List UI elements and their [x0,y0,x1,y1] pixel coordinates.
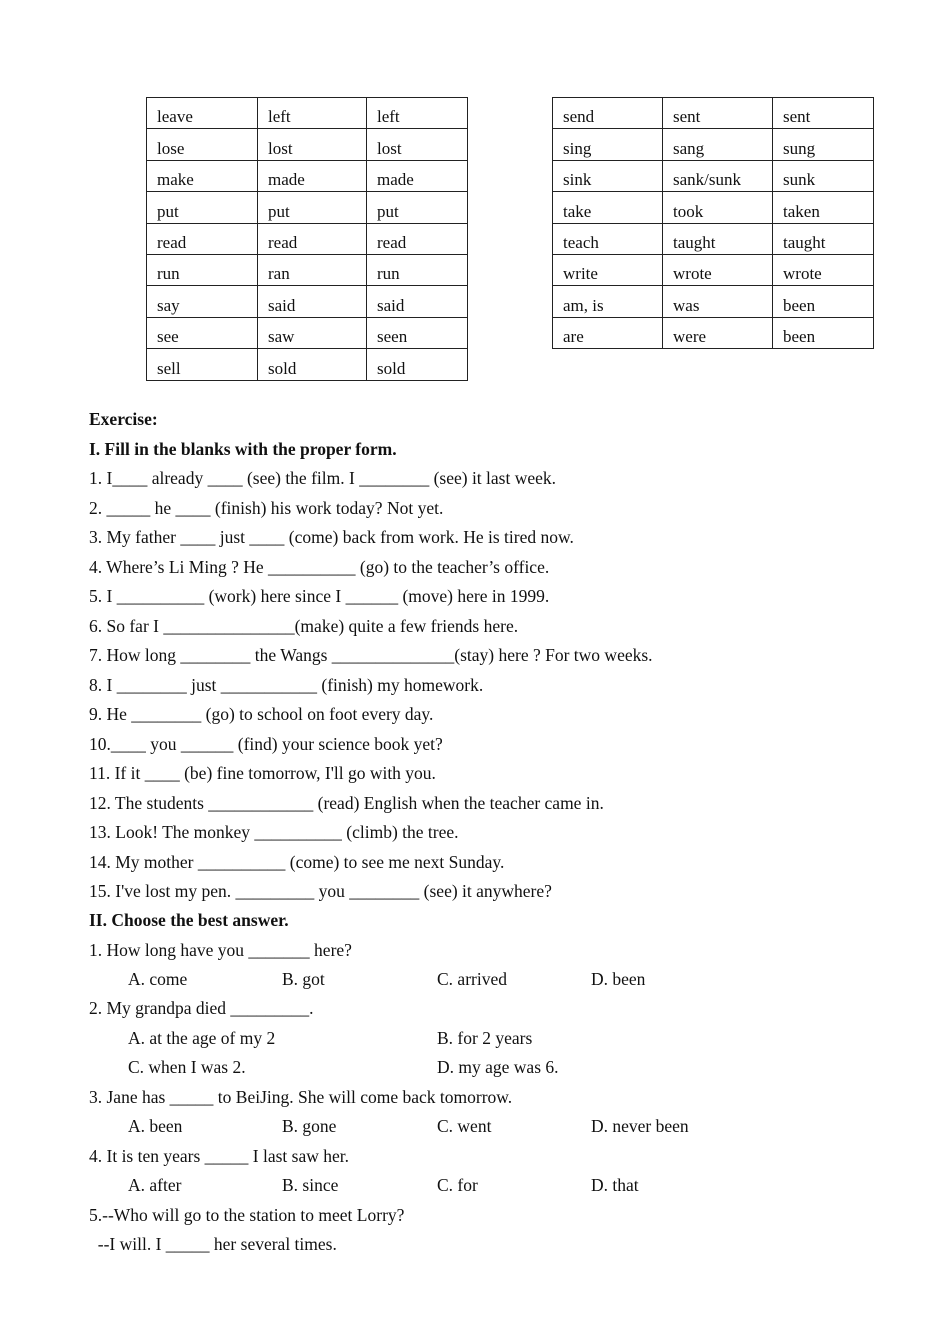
past-tense-cell: left [258,98,367,129]
past-tense-cell: were [663,317,773,348]
past-participle-cell: left [367,98,468,129]
q2-option-c: C. when I was 2. [128,1057,246,1077]
past-tense-cell: taught [663,223,773,254]
base-form-cell: lose [147,129,258,160]
base-form-cell: make [147,160,258,191]
fill-blank-item: 13. Look! The monkey __________ (climb) the tree. [89,822,459,842]
q4-option-c: C. for [437,1175,478,1195]
fill-blank-item: 11. If it ____ (be) fine tomorrow, I'll go with you. [89,763,436,783]
past-tense-cell: made [258,160,367,191]
fill-blank-item: 1. I____ already ____ (see) the film. I ________ (see) it last week. [89,468,557,488]
base-form-cell: am, is [553,286,663,317]
verb-table-right-body [553,98,874,349]
question-3: 3. Jane has _____ to BeiJing. She will come back tomorrow. [89,1087,513,1107]
past-participle-cell: sunk [773,160,874,191]
fill-blank-item: 5. I __________ (work) here since I ______ (move) here in 1999. [89,586,550,606]
verb-row [553,160,874,191]
past-participle-cell: sung [773,129,874,160]
verb-row [147,192,468,223]
fill-blank-item: 3. My father ____ just ____ (come) back from work. He is tired now. [89,527,574,547]
past-participle-cell: taken [773,192,874,223]
fill-blank-item: 14. My mother __________ (come) to see me next Sunday. [89,851,505,872]
verb-table-left-body [147,98,468,381]
verb-row [147,129,468,160]
q3-option-b: B. gone [282,1116,337,1136]
past-tense-cell: lost [258,129,367,160]
verb-row [147,317,468,348]
past-tense-cell: saw [258,317,367,348]
q1-option-b: B. got [282,969,325,989]
base-form-cell: sing [553,129,663,160]
verb-row [553,286,874,317]
past-participle-cell: sold [367,349,468,380]
past-participle-cell: put [367,192,468,223]
fill-blank-item: 10.____ you ______ (find) your science book yet? [89,733,443,754]
question-1: 1. How long have you _______ here? [89,940,352,960]
exercise-heading: Exercise: [89,409,158,429]
q2-option-a: A. at the age of my 2 [128,1028,276,1048]
verb-row [147,223,468,254]
verb-row [147,98,468,129]
base-form-cell: are [553,317,663,348]
verb-row [553,129,874,160]
q3-option-d: D. never been [591,1116,689,1136]
section1-title: I. Fill in the blanks with the proper form. [89,439,397,459]
past-participle-cell: sent [773,98,874,129]
q2-option-d: D. my age was 6. [437,1057,559,1077]
fill-blank-item: 9. He ________ (go) to school on foot every day. [89,704,434,724]
q3-option-a: A. been [128,1116,183,1136]
q1-option-d: D. been [591,969,646,989]
q3-option-c: C. went [437,1116,492,1136]
verb-row [147,349,468,380]
base-form-cell: sell [147,349,258,380]
past-participle-cell: wrote [773,254,874,285]
past-participle-cell: been [773,286,874,317]
past-tense-cell: put [258,192,367,223]
base-form-cell: sink [553,160,663,191]
fill-blank-item: 12. The students ____________ (read) English when the teacher came in. [89,792,604,813]
verb-row [553,317,874,348]
past-tense-cell: sang [663,129,773,160]
verb-row [147,160,468,191]
section2-title: II. Choose the best answer. [89,910,289,930]
base-form-cell: say [147,286,258,317]
question-5-answer: --I will. I _____ her several times. [89,1234,337,1254]
base-form-cell: put [147,192,258,223]
base-form-cell: write [553,254,663,285]
past-participle-cell: read [367,223,468,254]
past-participle-cell: made [367,160,468,191]
fill-blank-item: 6. So far I _______________(make) quite a few friends here. [89,615,519,636]
past-participle-cell: taught [773,223,874,254]
past-tense-cell: ran [258,254,367,285]
verb-table-left [146,97,468,381]
q2-option-b: B. for 2 years [437,1028,533,1048]
fill-blank-item: 15. I've lost my pen. _________ you ________ (see) it anywhere? [89,881,552,901]
past-participle-cell: run [367,254,468,285]
base-form-cell: read [147,223,258,254]
past-participle-cell: been [773,317,874,348]
verb-row [147,254,468,285]
past-participle-cell: seen [367,317,468,348]
q4-option-d: D. that [591,1175,639,1195]
verb-row [553,223,874,254]
verb-table-right [552,97,874,349]
base-form-cell: see [147,317,258,348]
question-4: 4. It is ten years _____ I last saw her. [89,1146,350,1166]
base-form-cell: teach [553,223,663,254]
past-participle-cell: said [367,286,468,317]
q4-option-a: A. after [128,1175,182,1195]
base-form-cell: take [553,192,663,223]
fill-blank-item: 7. How long ________ the Wangs ______________(stay) here ? For two weeks. [89,645,653,665]
fill-blank-item: 4. Where’s Li Ming ? He __________ (go) to the teacher’s office. [89,556,550,577]
past-tense-cell: read [258,223,367,254]
base-form-cell: send [553,98,663,129]
base-form-cell: leave [147,98,258,129]
q1-option-c: C. arrived [437,969,507,989]
fill-blank-item: 2. _____ he ____ (finish) his work today? Not yet. [89,497,444,518]
verb-row [553,254,874,285]
past-tense-cell: sank/sunk [663,160,773,191]
verb-row [553,98,874,129]
base-form-cell: run [147,254,258,285]
question-5: 5.--Who will go to the station to meet Lorry? [89,1205,405,1225]
past-tense-cell: wrote [663,254,773,285]
past-tense-cell: took [663,192,773,223]
past-tense-cell: said [258,286,367,317]
q4-option-b: B. since [282,1175,339,1195]
past-tense-cell: sold [258,349,367,380]
question-2: 2. My grandpa died _________. [89,998,314,1018]
past-tense-cell: sent [663,98,773,129]
verb-row [553,192,874,223]
fill-blank-item: 8. I ________ just ___________ (finish) my homework. [89,674,484,695]
past-tense-cell: was [663,286,773,317]
past-participle-cell: lost [367,129,468,160]
q1-option-a: A. come [128,969,188,989]
verb-row [147,286,468,317]
